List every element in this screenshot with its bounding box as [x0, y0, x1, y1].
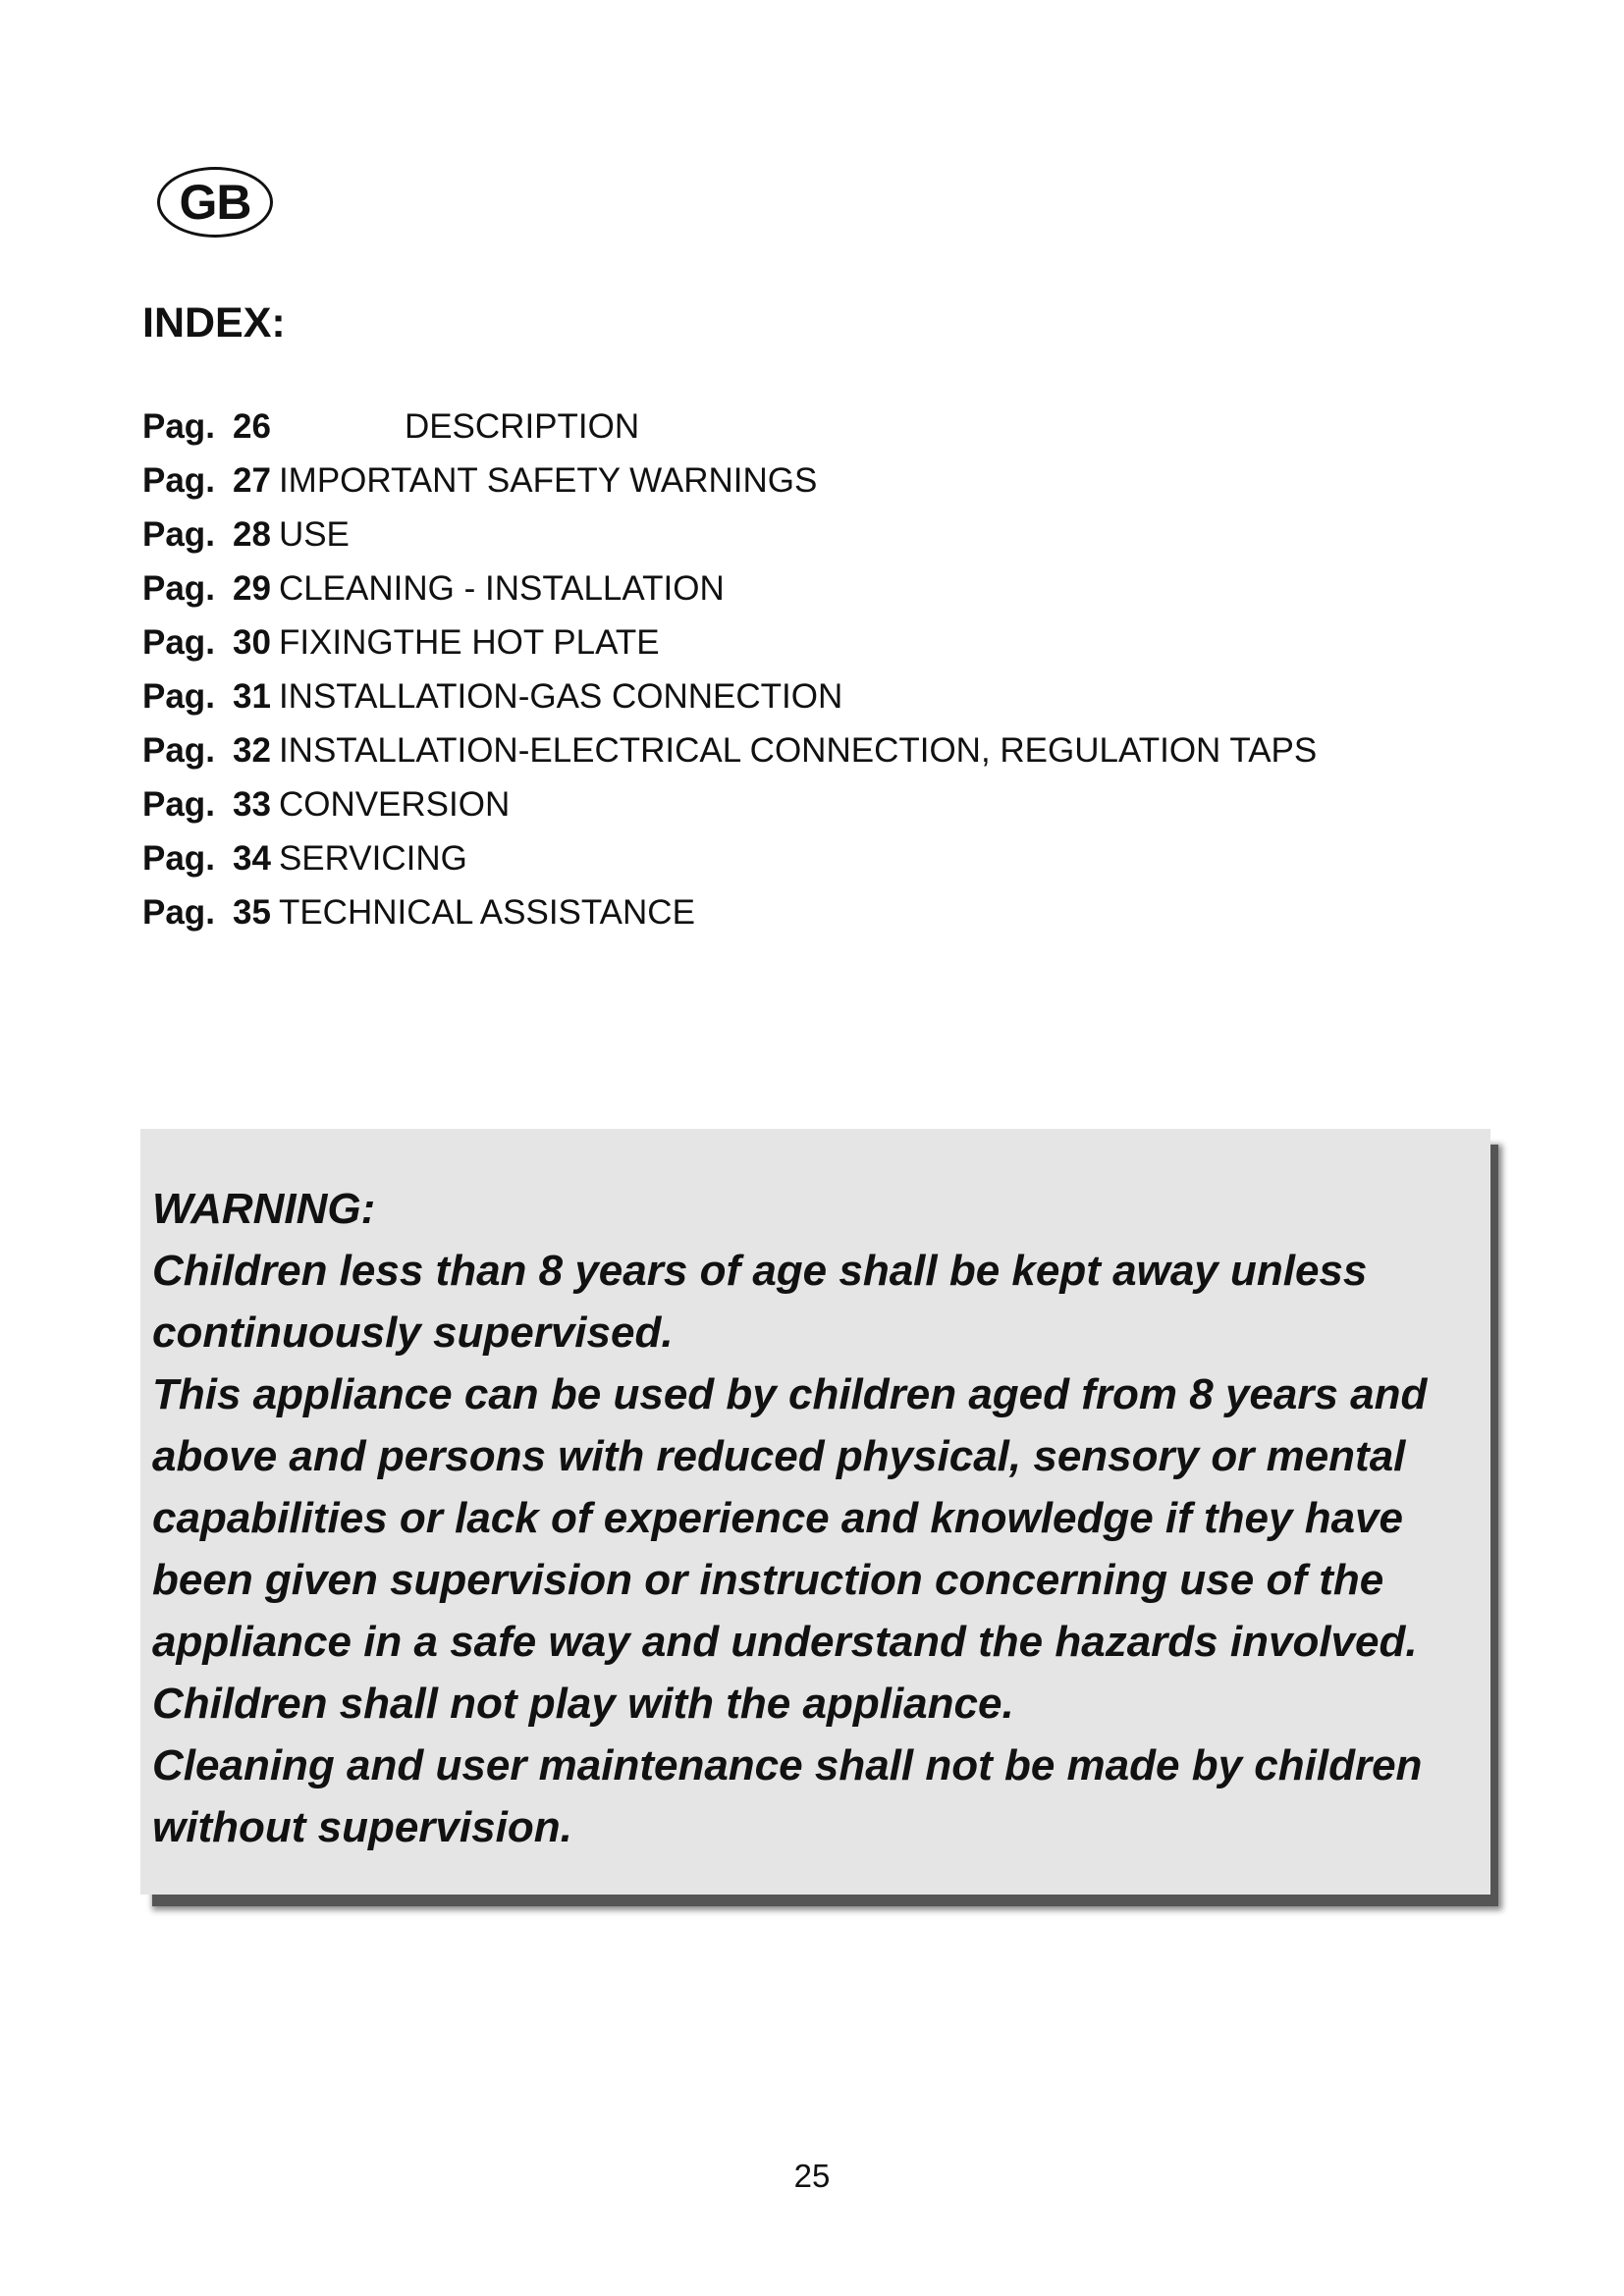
index-list — [142, 407, 1317, 947]
page-number: 25 — [793, 2158, 831, 2194]
pag-label: Pag. — [142, 569, 215, 608]
warning-line: Children less than 8 years of age shall be kept away unless — [152, 1247, 1368, 1295]
section-title: DESCRIPTION — [404, 407, 640, 446]
pag-label: Pag. — [142, 731, 215, 770]
pag-label: Pag. — [142, 893, 215, 932]
section-title: INSTALLATION-ELECTRICAL CONNECTION, REGULATION TAPS — [278, 731, 1318, 770]
index-entry — [142, 731, 1317, 785]
page-ref: 28 — [233, 515, 271, 554]
section-title: INSTALLATION-GAS CONNECTION — [278, 677, 843, 716]
index-entry — [142, 893, 1317, 947]
pag-label: Pag. — [142, 623, 215, 662]
page-ref: 29 — [233, 569, 271, 608]
page-ref: 32 — [233, 731, 271, 770]
section-title: USE — [278, 515, 350, 554]
page-ref: 27 — [233, 461, 271, 500]
section-title: CLEANING - INSTALLATION — [278, 569, 725, 608]
page-ref: 31 — [233, 677, 271, 716]
index-entry — [142, 461, 1317, 515]
index-entry — [142, 407, 1317, 461]
section-title: TECHNICAL ASSISTANCE — [278, 893, 695, 932]
warning-line: appliance in a safe way and understand the hazards involved. — [152, 1618, 1418, 1666]
page-ref: 35 — [233, 893, 271, 932]
warning-heading: WARNING: — [152, 1185, 376, 1233]
pag-label: Pag. — [142, 785, 215, 824]
index-entry — [142, 677, 1317, 731]
page-ref: 34 — [233, 839, 271, 878]
warning-line: continuously supervised. — [152, 1308, 674, 1357]
index-title: INDEX: — [142, 299, 286, 347]
pag-label: Pag. — [142, 461, 215, 500]
warning-line: capabilities or lack of experience and knowledge if they have — [152, 1494, 1404, 1542]
warning-line: Cleaning and user maintenance shall not be made by children — [152, 1741, 1423, 1789]
pag-label: Pag. — [142, 515, 215, 554]
pag-label: Pag. — [142, 677, 215, 716]
index-entry — [142, 515, 1317, 569]
index-entry — [142, 569, 1317, 623]
index-entry — [142, 623, 1317, 677]
warning-line: above and persons with reduced physical, sensory or mental — [152, 1432, 1406, 1480]
warning-text — [152, 1178, 1507, 1858]
page-ref: 26 — [233, 407, 271, 446]
section-title: IMPORTANT SAFETY WARNINGS — [278, 461, 818, 500]
section-title: SERVICING — [278, 839, 467, 878]
pag-label: Pag. — [142, 407, 215, 446]
country-badge: GB — [157, 167, 273, 238]
warning-line: without supervision. — [152, 1803, 572, 1851]
page-ref: 30 — [233, 623, 271, 662]
page-ref: 33 — [233, 785, 271, 824]
warning-line: This appliance can be used by children aged from 8 years and — [152, 1370, 1428, 1418]
warning-line: Children shall not play with the appliance. — [152, 1680, 1014, 1728]
section-title: CONVERSION — [278, 785, 511, 824]
index-entry — [142, 785, 1317, 839]
warning-line: been given supervision or instruction concerning use of the — [152, 1556, 1384, 1604]
section-title: FIXINGTHE HOT PLATE — [278, 623, 660, 662]
pag-label: Pag. — [142, 839, 215, 878]
index-entry — [142, 839, 1317, 893]
